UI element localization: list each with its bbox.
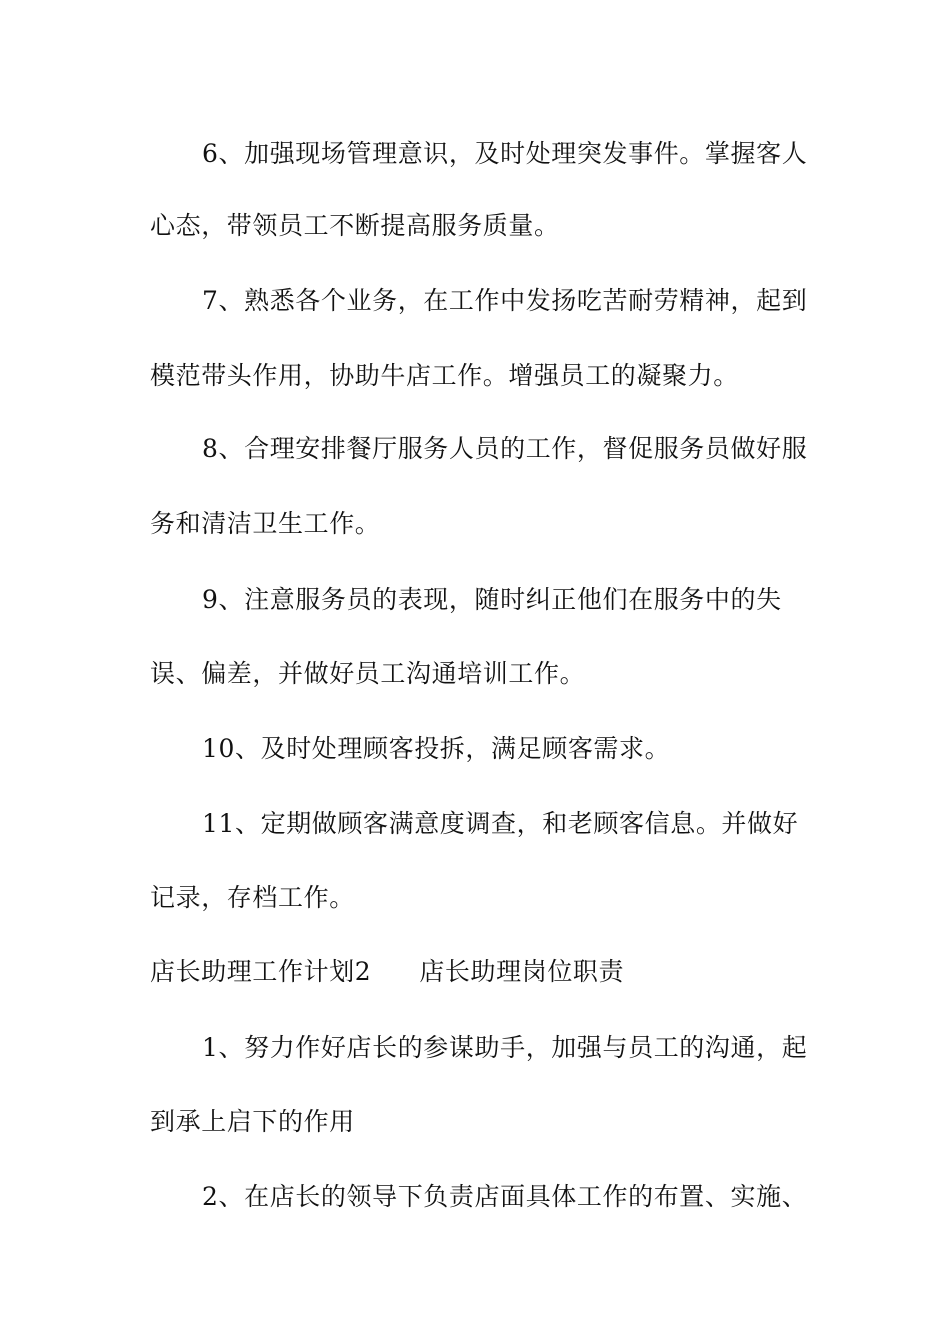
section-heading [150,957,810,987]
paragraph-line: 务和清洁卫生工作。 [150,509,381,538]
paragraph-line: 到承上启下的作用 [150,1107,355,1136]
paragraph-line: 误、偏差，并做好员工沟通培训工作。 [150,659,586,688]
paragraph-line: 10、及时处理顾客投拆，满足顾客需求。 [202,734,671,763]
paragraph-line: 记录，存档工作。 [150,883,355,912]
paragraph-line: 2、在店长的领导下负责店面具体工作的布置、实施、 [202,1182,808,1211]
paragraph-line: 7、熟悉各个业务，在工作中发扬吃苦耐劳精神，起到 [202,286,808,315]
paragraph-line: 6、加强现场管理意识，及时处理突发事件。掌握客人 [202,139,808,168]
paragraph-line: 1、努力作好店长的参谋助手，加强与员工的沟通，起 [202,1033,808,1062]
paragraph-line: 11、定期做顾客满意度调查，和老顾客信息。并做好 [202,809,799,838]
section-subtitle: 店长助理岗位职责 [419,957,625,986]
paragraph-line: 心态，带领员工不断提高服务质量。 [150,211,560,240]
paragraph-line: 模范带头作用，协助牛店工作。增强员工的凝聚力。 [150,361,739,390]
paragraph-line: 8、合理安排餐厅服务人员的工作，督促服务员做好服 [202,434,808,463]
paragraph-line: 9、注意服务员的表现，随时纠正他们在服务中的失 [202,585,782,614]
section-title: 店长助理工作计划2 [150,957,372,986]
